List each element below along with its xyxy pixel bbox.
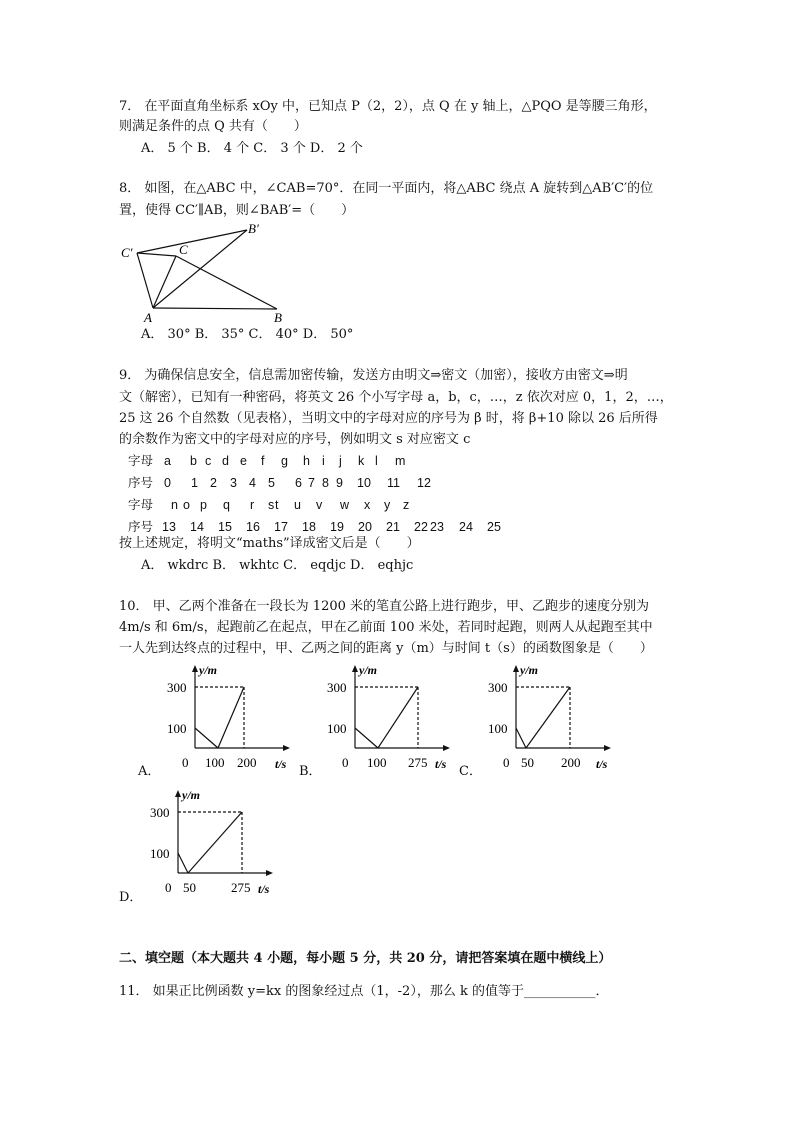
number-cell: 22 [414, 520, 428, 534]
letter-cell: k [358, 454, 365, 468]
letter-cell: v [316, 498, 323, 512]
q8-options: A． 30° B． 35° C． 40° D． 50° [141, 327, 354, 342]
number-cell: 20 [358, 520, 372, 534]
y-axis-label: y/m [199, 663, 217, 677]
letter-cell: u [294, 498, 301, 512]
label-c-prime: C′ [121, 245, 133, 260]
x-tick-mid: 100 [205, 755, 225, 770]
q7-line1: 7． 在平面直角坐标系 xOy 中，已知点 P（2，2），点 Q 在 y 轴上，△PQO 是等腰三角形， [119, 99, 657, 114]
y-axis-label: y/m [520, 663, 538, 677]
q9-line5: 按上述规定，将明文“maths”译成密文后是（ ） [119, 536, 420, 551]
q8-line1: 8． 如图，在△ABC 中，∠CAB=70°．在同一平面内，将△ABC 绕点 A 旋转到△AB′C′的位 [119, 181, 654, 196]
q9-line4: 的余数作为密文中的字母对应的序号，例如明文 s 对应密文 c [119, 432, 471, 447]
number-cell: 6 [295, 476, 302, 490]
graph-b [324, 660, 460, 775]
number-cell: 8 [322, 476, 329, 490]
x-tick-end: 200 [561, 755, 581, 770]
number-cell: 13 [162, 520, 176, 534]
y-tick-300: 300 [327, 680, 347, 695]
y-tick-100: 100 [167, 721, 187, 736]
letter-cell: s [268, 498, 275, 512]
q11-text: 11． 如果正比例函数 y=kx 的图象经过点（1，-2），那么 k 的值等于 [119, 984, 524, 999]
q7-line2: 则满足条件的点 Q 共有（ ） [119, 119, 307, 134]
option-c-label: C． [459, 764, 482, 779]
q7-options: A． 5 个 B． 4 个 C． 3 个 D． 2 个 [141, 141, 363, 156]
q9-line3: 25 这 26 个自然数（见表格），当明文中的字母对应的序号为 β 时，将 β+10 除以 26 后所得 [119, 411, 658, 426]
y-tick-300: 300 [488, 680, 508, 695]
y-tick-100: 100 [327, 721, 347, 736]
q9-options: A． wkdrc B． wkhtc C． eqdjc D． eqhjc [141, 558, 414, 573]
label-a: A [144, 310, 152, 325]
y-tick-100: 100 [150, 846, 170, 861]
number-cell: 10 [357, 476, 371, 490]
y-axis-label: y/m [182, 788, 200, 802]
q10-line3: 一人先到达终点的过程中，甲、乙两之间的距离 y（m）与时间 t（s）的函数图象是（ ） [119, 641, 653, 656]
y-axis-label: y/m [359, 663, 377, 677]
graph-a [164, 660, 300, 775]
row4-label: 序号 [128, 520, 154, 534]
letter-cell: w [340, 498, 350, 512]
y-tick-300: 300 [150, 805, 170, 820]
x-axis-label: t/s [435, 757, 447, 771]
letter-cell: d [222, 454, 229, 468]
number-cell: 19 [330, 520, 344, 534]
number-cell: 11 [387, 476, 400, 490]
origin-label: 0 [165, 880, 172, 895]
x-tick-end: 275 [231, 880, 251, 895]
letter-cell: g [281, 454, 288, 468]
letter-cell: i [322, 454, 325, 468]
letter-cell: j [339, 454, 342, 468]
q11-end: ． [595, 984, 609, 999]
x-tick-end: 275 [408, 755, 428, 770]
number-cell: 0 [164, 476, 171, 490]
letter-cell: l [375, 454, 378, 468]
q9-line2: 文（解密），已知有一种密码，将英文 26 个小写字母 a，b，c，…，z 依次对应 0，1，2，…， [119, 390, 673, 405]
number-cell: 4 [249, 476, 256, 490]
q11-line [119, 983, 608, 1001]
number-cell: 9 [336, 476, 343, 490]
letter-cell: x [364, 498, 371, 512]
origin-label: 0 [503, 755, 510, 770]
letter-cell: m [395, 454, 406, 468]
number-cell: 2 [210, 476, 217, 490]
number-cell: 12 [417, 476, 431, 490]
letter-cell: r [250, 498, 255, 512]
label-b-prime: B′ [248, 221, 259, 236]
graph-d [147, 785, 283, 900]
x-axis-label: t/s [596, 757, 608, 771]
x-axis-label: t/s [275, 757, 287, 771]
origin-label: 0 [342, 755, 349, 770]
q8-triangle-figure [114, 220, 294, 328]
letter-cell: n [171, 498, 178, 512]
x-tick-mid: 50 [521, 755, 534, 770]
option-b-label: B． [299, 764, 322, 779]
letter-cell: f [261, 454, 265, 468]
row3-label: 字母 [128, 498, 154, 512]
option-d-label: D． [119, 890, 143, 905]
x-tick-mid: 50 [183, 880, 196, 895]
number-cell: 5 [268, 476, 275, 490]
number-cell: 16 [246, 520, 260, 534]
x-tick-mid: 100 [367, 755, 387, 770]
q9-line1: 9． 为确保信息安全，信息需加密传输，发送方由明文⇒密文（加密），接收方由密文⇒明 [119, 368, 628, 383]
q8-line2: 置，使得 CC′∥AB，则∠BAB′=（ ） [119, 203, 355, 218]
number-cell: 25 [487, 520, 501, 534]
label-b: B [274, 310, 282, 325]
letter-cell: e [240, 454, 247, 468]
letter-cell: z [403, 498, 410, 512]
origin-label: 0 [182, 755, 189, 770]
x-axis-label: t/s [258, 882, 270, 896]
letter-cell: a [164, 454, 171, 468]
number-cell: 17 [274, 520, 288, 534]
letter-cell: c [205, 454, 212, 468]
number-cell: 1 [191, 476, 198, 490]
letter-cell: h [303, 454, 310, 468]
label-c: C [179, 242, 188, 257]
x-tick-end: 200 [237, 755, 257, 770]
q10-line1: 10． 甲、乙两个准备在一段长为 1200 米的笔直公路上进行跑步，甲、乙跑步的速度分别为 [119, 599, 650, 614]
letter-cell: p [200, 498, 207, 512]
letter-cell: y [384, 498, 391, 512]
number-cell: 7 [308, 476, 315, 490]
q10-line2: 4m/s 和 6m/s，起跑前乙在起点，甲在乙前面 100 米处，若同时起跑，则两人从起跑至其中 [119, 620, 653, 635]
number-cell: 3 [230, 476, 237, 490]
q11-answer-blank[interactable]: ___________ [523, 984, 596, 999]
letter-cell: t [275, 498, 279, 512]
letter-cell: q [223, 498, 230, 512]
option-a-label: A． [138, 764, 161, 779]
number-cell: 14 [190, 520, 204, 534]
number-cell: 18 [302, 520, 316, 534]
section2-title: 二、填空题（本大题共 4 小题，每小题 5 分，共 20 分，请把答案填在题中横线上） [119, 951, 612, 966]
row2-label: 序号 [128, 476, 154, 490]
number-cell: 24 [459, 520, 473, 534]
graph-c [485, 660, 621, 775]
row1-label: 字母 [128, 454, 154, 468]
letter-cell: o [183, 498, 190, 512]
letter-cell: b [190, 454, 197, 468]
y-tick-100: 100 [488, 721, 508, 736]
number-cell: 15 [218, 520, 232, 534]
y-tick-300: 300 [167, 680, 187, 695]
number-cell: 23 [430, 520, 444, 534]
number-cell: 21 [386, 520, 400, 534]
